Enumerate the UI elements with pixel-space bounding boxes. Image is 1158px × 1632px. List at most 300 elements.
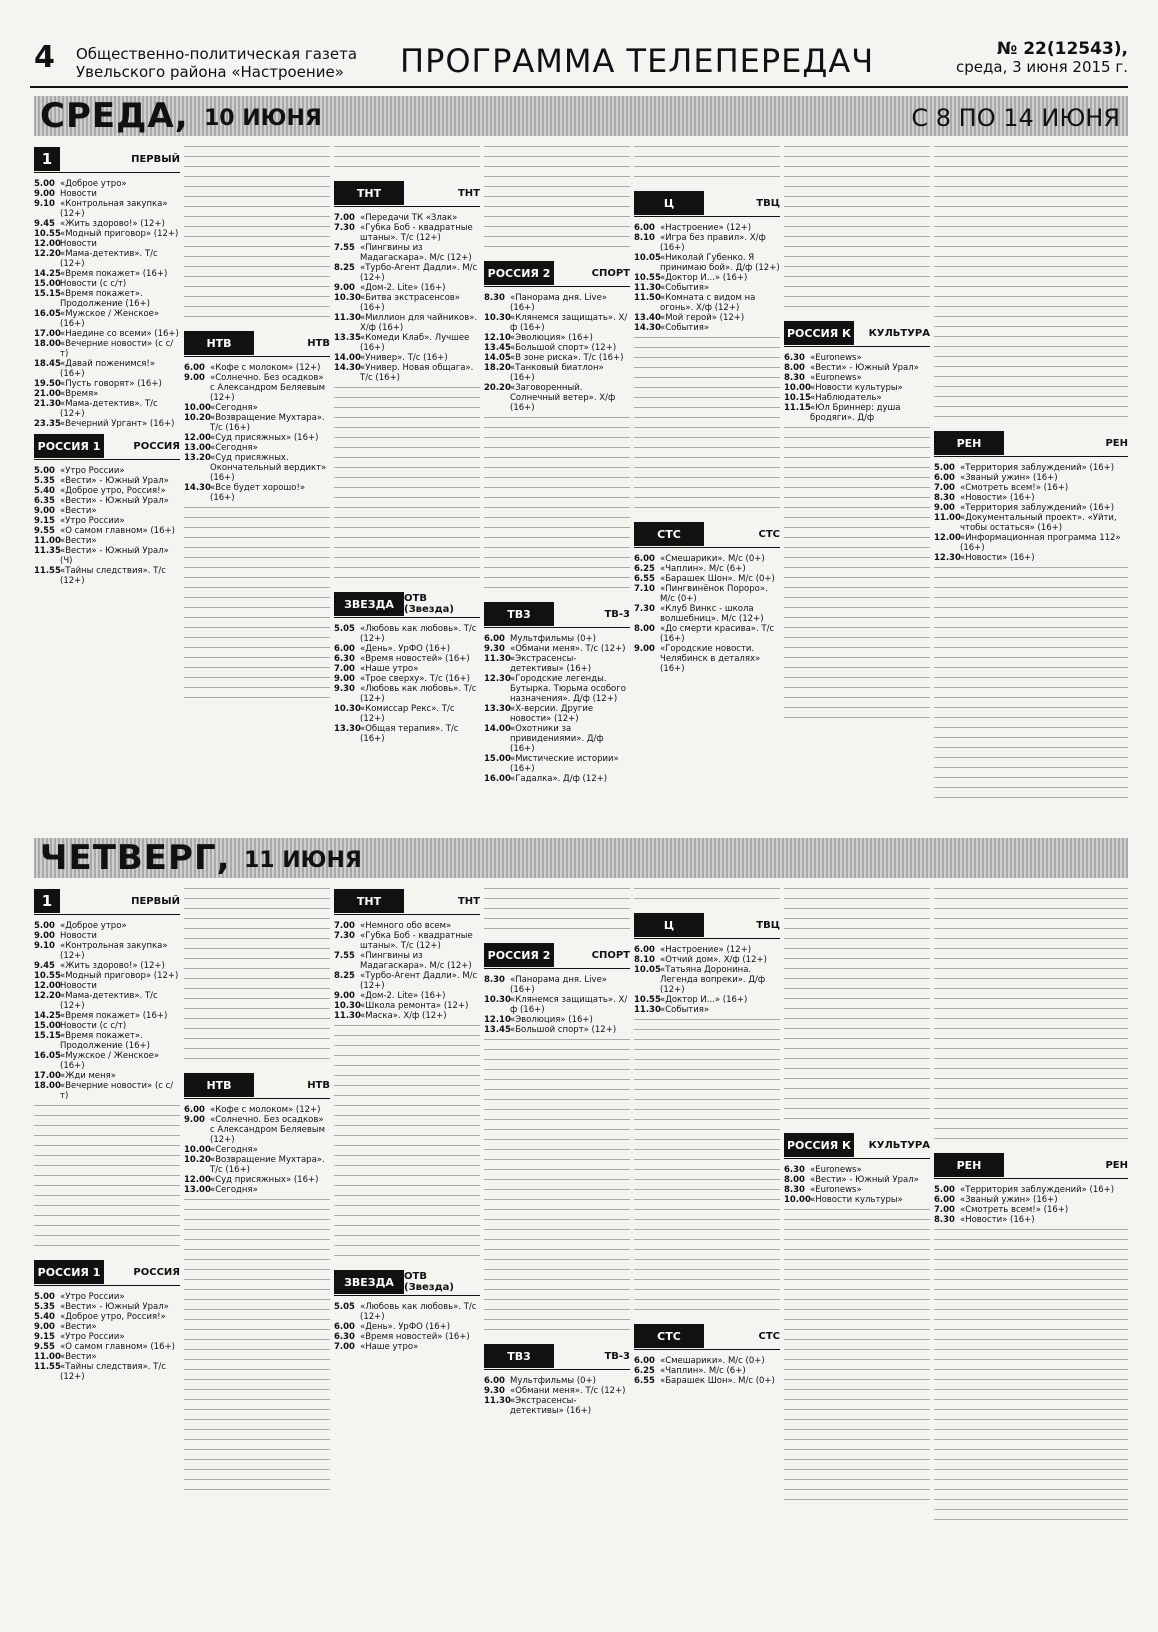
program-title: «Контрольная закупка» (12+) bbox=[60, 941, 168, 961]
program-time: 12.00 bbox=[934, 533, 961, 543]
program-time: 10.30 bbox=[334, 704, 361, 714]
program-entry bbox=[334, 1322, 480, 1332]
program-time: 21.00 bbox=[34, 389, 61, 399]
program-title: «Давай поженимся!» (16+) bbox=[60, 359, 156, 379]
program-time: 11.30 bbox=[634, 1005, 661, 1015]
program-title: «Большой спорт» (12+) bbox=[510, 343, 617, 353]
channel-header bbox=[334, 591, 480, 618]
channel-name: НТВ bbox=[307, 337, 330, 349]
program-entry bbox=[484, 995, 630, 1015]
program-list bbox=[334, 624, 480, 744]
program-title: «Игра без правил». Х/ф (16+) bbox=[660, 233, 766, 253]
program-title: «Смотреть всем!» (16+) bbox=[960, 483, 1069, 493]
program-title: «Комиссар Рекс». Т/с (12+) bbox=[360, 704, 455, 724]
channel-name: НТВ bbox=[307, 1079, 330, 1091]
program-entry bbox=[34, 1362, 180, 1382]
top-rule bbox=[30, 86, 1128, 88]
program-title: «Территория заблуждений» (16+) bbox=[960, 463, 1115, 473]
program-time: 10.20 bbox=[184, 1155, 211, 1165]
column-wed-4 bbox=[484, 142, 630, 832]
program-time: 6.30 bbox=[784, 353, 805, 363]
program-entry bbox=[484, 674, 630, 704]
program-time: 8.30 bbox=[934, 1215, 955, 1225]
program-title: Мультфильмы (0+) bbox=[510, 1376, 596, 1386]
program-entry bbox=[334, 991, 480, 1001]
program-time: 6.25 bbox=[634, 564, 655, 574]
program-title: «Общая терапия». Т/с (16+) bbox=[360, 724, 459, 744]
program-entry bbox=[334, 313, 480, 333]
program-title: «Кофе с молоком» (12+) bbox=[210, 363, 321, 373]
program-title: «Модный приговор» (12+) bbox=[60, 971, 179, 981]
program-entry bbox=[934, 1185, 1128, 1195]
program-time: 7.30 bbox=[334, 223, 355, 233]
program-time: 9.00 bbox=[34, 931, 55, 941]
channel-name: ТВЦ bbox=[756, 919, 780, 931]
program-title: «Время новостей» (16+) bbox=[360, 654, 470, 664]
program-time: 5.00 bbox=[34, 466, 55, 476]
channel-logo: Ц bbox=[634, 913, 704, 937]
program-title: «Мама-детектив». Т/с (12+) bbox=[60, 249, 158, 269]
program-entry bbox=[634, 1376, 780, 1386]
program-entry bbox=[184, 1145, 330, 1155]
program-entry bbox=[934, 493, 1128, 503]
program-list bbox=[34, 466, 180, 586]
program-title: «Смешарики». М/с (0+) bbox=[660, 1356, 765, 1366]
program-time: 14.25 bbox=[34, 269, 61, 279]
program-time: 5.40 bbox=[34, 486, 55, 496]
program-title: «Пусть говорят» (16+) bbox=[60, 379, 162, 389]
program-entry bbox=[484, 724, 630, 754]
program-entry bbox=[484, 774, 630, 784]
program-time: 15.00 bbox=[34, 1021, 61, 1031]
program-title: «Доктор И...» (16+) bbox=[660, 273, 748, 283]
program-time: 13.45 bbox=[484, 1025, 511, 1035]
program-time: 6.00 bbox=[484, 634, 505, 644]
channel-name: СТС bbox=[758, 1330, 780, 1342]
program-time: 15.15 bbox=[34, 1031, 61, 1041]
program-list bbox=[484, 1376, 630, 1416]
program-entry bbox=[784, 353, 930, 363]
program-title: «Наше утро» bbox=[360, 664, 419, 674]
listing-text-block bbox=[484, 146, 630, 256]
program-title: «Барашек Шон». М/с (0+) bbox=[660, 1376, 775, 1386]
program-title: «Наедине со всеми» (16+) bbox=[60, 329, 179, 339]
program-title: «Информационная программа 112» (16+) bbox=[960, 533, 1121, 553]
program-time: 9.00 bbox=[184, 1115, 205, 1125]
program-time: 6.30 bbox=[334, 654, 355, 664]
program-entry bbox=[334, 931, 480, 951]
program-time: 14.25 bbox=[34, 1011, 61, 1021]
program-entry bbox=[334, 1332, 480, 1342]
program-title: «Губка Боб - квадратные штаны». Т/с (12+) bbox=[360, 223, 473, 243]
program-time: 9.00 bbox=[634, 644, 655, 654]
program-title: «Доброе утро» bbox=[60, 179, 127, 189]
program-title: «Вести» - Южный Урал» bbox=[60, 476, 169, 486]
program-entry bbox=[934, 1215, 1128, 1225]
program-title: «Тайны следствия». Т/с (12+) bbox=[60, 566, 166, 586]
channel-header bbox=[634, 912, 780, 939]
program-time: 6.30 bbox=[784, 1165, 805, 1175]
program-time: 5.35 bbox=[34, 1302, 55, 1312]
program-entry bbox=[484, 313, 630, 333]
channel-name: ТВ-3 bbox=[604, 608, 630, 620]
program-entry bbox=[784, 1195, 930, 1205]
program-entry bbox=[34, 496, 180, 506]
program-title: «Танковый биатлон» (16+) bbox=[510, 363, 604, 383]
program-time: 9.00 bbox=[334, 991, 355, 1001]
program-entry bbox=[934, 503, 1128, 513]
program-list bbox=[484, 634, 630, 784]
program-title: «Комната с видом на огонь». Х/ф (12+) bbox=[660, 293, 756, 313]
day-banner-thursday bbox=[34, 838, 1128, 878]
column-thu-7 bbox=[934, 884, 1128, 1604]
program-entry bbox=[634, 945, 780, 955]
program-time: 5.00 bbox=[934, 1185, 955, 1195]
channel-name: ТНТ bbox=[457, 895, 480, 907]
program-entry bbox=[634, 253, 780, 273]
program-title: «Дом-2. Lite» (16+) bbox=[360, 991, 446, 1001]
program-title: «Новости культуры» bbox=[810, 1195, 903, 1205]
program-title: «Трое сверху». Т/с (16+) bbox=[360, 674, 470, 684]
program-time: 6.00 bbox=[184, 363, 205, 373]
program-entry bbox=[484, 975, 630, 995]
program-time: 14.00 bbox=[334, 353, 361, 363]
program-entry bbox=[634, 313, 780, 323]
channel-name: ОТВ (Звезда) bbox=[404, 593, 454, 615]
column-wed-5 bbox=[634, 142, 780, 832]
program-time: 9.30 bbox=[484, 1386, 505, 1396]
channel-header bbox=[484, 601, 630, 628]
program-entry bbox=[34, 486, 180, 496]
program-entry bbox=[334, 644, 480, 654]
listing-text-block bbox=[334, 387, 480, 587]
program-title: «Euronews» bbox=[810, 1165, 862, 1175]
program-entry bbox=[784, 1175, 930, 1185]
program-title: «События» bbox=[660, 1005, 710, 1015]
channel-header bbox=[634, 190, 780, 217]
program-list bbox=[634, 223, 780, 333]
program-list bbox=[784, 1165, 930, 1205]
program-entry bbox=[634, 323, 780, 333]
listing-text-block bbox=[934, 1229, 1128, 1529]
program-time: 6.00 bbox=[934, 1195, 955, 1205]
program-time: 9.55 bbox=[34, 526, 55, 536]
program-entry bbox=[634, 1005, 780, 1015]
program-title: «Доброе утро» bbox=[60, 921, 127, 931]
program-entry bbox=[484, 1386, 630, 1396]
program-time: 9.45 bbox=[34, 219, 55, 229]
program-title: «Утро России» bbox=[60, 516, 125, 526]
program-title: «Николай Губенко. Я принимаю бой». Д/ф (12+) bbox=[660, 253, 780, 273]
program-title: Новости bbox=[60, 189, 97, 199]
program-list bbox=[634, 945, 780, 1015]
program-entry bbox=[934, 463, 1128, 473]
program-time: 18.20 bbox=[484, 363, 511, 373]
program-entry bbox=[334, 684, 480, 704]
program-title: «Любовь как любовь». Т/с (12+) bbox=[360, 1302, 477, 1322]
program-entry bbox=[34, 339, 180, 359]
program-title: «Новости» (16+) bbox=[960, 493, 1035, 503]
program-entry bbox=[34, 1071, 180, 1081]
day-name: ЧЕТВЕРГ, bbox=[40, 838, 231, 878]
program-time: 7.55 bbox=[334, 243, 355, 253]
program-entry bbox=[334, 624, 480, 644]
program-list bbox=[184, 1105, 330, 1195]
program-entry bbox=[934, 483, 1128, 493]
program-time: 16.05 bbox=[34, 309, 61, 319]
program-entry bbox=[34, 1332, 180, 1342]
channel-name: СПОРТ bbox=[591, 267, 630, 279]
program-entry bbox=[184, 413, 330, 433]
column-thu-2 bbox=[184, 884, 330, 1604]
listing-text-block bbox=[784, 1209, 930, 1509]
channel-header bbox=[334, 180, 480, 207]
program-time: 5.05 bbox=[334, 1302, 355, 1312]
program-title: «Документальный проект». «Уйти, чтобы остаться» (16+) bbox=[960, 513, 1117, 533]
channel-header bbox=[184, 330, 330, 357]
program-entry bbox=[784, 363, 930, 373]
program-entry bbox=[184, 1175, 330, 1185]
program-title: «Пингвины из Мадагаскара». М/с (12+) bbox=[360, 951, 472, 971]
program-entry bbox=[484, 343, 630, 353]
program-entry bbox=[184, 1155, 330, 1175]
program-title: «Вести» bbox=[60, 506, 97, 516]
program-entry bbox=[484, 754, 630, 774]
program-list bbox=[334, 1302, 480, 1352]
program-time: 9.15 bbox=[34, 516, 55, 526]
channel-name: КУЛЬТУРА bbox=[868, 1139, 930, 1151]
program-title: «Модный приговор» (12+) bbox=[60, 229, 179, 239]
program-time: 10.55 bbox=[34, 229, 61, 239]
program-time: 12.30 bbox=[934, 553, 961, 563]
program-title: «Пингвинёнок Пороро». М/с (0+) bbox=[660, 584, 768, 604]
program-time: 11.00 bbox=[34, 1352, 61, 1362]
channel-logo: 1 bbox=[34, 889, 60, 913]
program-entry bbox=[34, 566, 180, 586]
program-time: 12.00 bbox=[34, 239, 61, 249]
program-entry bbox=[34, 506, 180, 516]
channel-logo: ТНТ bbox=[334, 889, 404, 913]
program-entry bbox=[334, 921, 480, 931]
program-entry bbox=[484, 293, 630, 313]
program-time: 13.30 bbox=[484, 704, 511, 714]
program-title: Новости (с с/т) bbox=[60, 279, 127, 289]
program-title: «Клянемся защищать». Х/ф (16+) bbox=[510, 995, 628, 1015]
program-entry bbox=[634, 293, 780, 313]
program-list bbox=[634, 1356, 780, 1386]
column-wed-3 bbox=[334, 142, 480, 832]
program-title: «Экстрасенсы-детективы» (16+) bbox=[510, 654, 592, 674]
channel-name: ОТВ (Звезда) bbox=[404, 1271, 454, 1293]
program-entry bbox=[634, 1356, 780, 1366]
program-time: 8.30 bbox=[784, 373, 805, 383]
program-title: «Новости» (16+) bbox=[960, 1215, 1035, 1225]
channel-name: ПЕРВЫЙ bbox=[131, 153, 180, 165]
listing-text-block bbox=[784, 427, 930, 727]
program-entry bbox=[634, 283, 780, 293]
program-title: «Время покажет». Продолжение (16+) bbox=[60, 1031, 150, 1051]
program-title: «Вечерний Ургант» (16+) bbox=[60, 419, 175, 429]
program-entry bbox=[484, 1025, 630, 1035]
program-list bbox=[784, 353, 930, 423]
program-time: 17.00 bbox=[34, 1071, 61, 1081]
program-time: 21.30 bbox=[34, 399, 61, 409]
listing-text-block bbox=[484, 888, 630, 938]
program-time: 18.00 bbox=[34, 1081, 61, 1091]
program-title: «Городские легенды. Бутырка. Тюрьма особого назначения». Д/ф (12+) bbox=[510, 674, 626, 704]
listing-text-block bbox=[934, 146, 1128, 426]
program-time: 6.35 bbox=[34, 496, 55, 506]
program-title: «Заговоренный. Солнечный ветер». Х/ф (16+) bbox=[510, 383, 616, 413]
program-time: 13.40 bbox=[634, 313, 661, 323]
program-title: «Жить здорово!» (12+) bbox=[60, 961, 165, 971]
masthead bbox=[0, 0, 1158, 92]
listing-text-block bbox=[334, 1025, 480, 1265]
program-entry bbox=[34, 476, 180, 486]
column-thu-6 bbox=[784, 884, 930, 1604]
program-time: 10.00 bbox=[184, 1145, 211, 1155]
program-time: 7.00 bbox=[934, 1205, 955, 1215]
program-title: «Кофе с молоком» (12+) bbox=[210, 1105, 321, 1115]
program-entry bbox=[484, 704, 630, 724]
program-title: «Суд присяжных» (16+) bbox=[210, 1175, 319, 1185]
program-title: «Утро России» bbox=[60, 1332, 125, 1342]
channel-name: ТВ-3 bbox=[604, 1350, 630, 1362]
program-time: 10.30 bbox=[484, 313, 511, 323]
program-title: «Эволюция» (16+) bbox=[510, 1015, 593, 1025]
program-time: 11.35 bbox=[34, 546, 61, 556]
program-title: «Обмани меня». Т/с (12+) bbox=[510, 1386, 626, 1396]
program-entry bbox=[184, 1185, 330, 1195]
program-entry bbox=[184, 1105, 330, 1115]
program-entry bbox=[34, 1322, 180, 1332]
program-title: «События» bbox=[660, 323, 710, 333]
program-entry bbox=[34, 941, 180, 961]
program-time: 9.00 bbox=[334, 674, 355, 684]
program-entry bbox=[634, 604, 780, 624]
channel-name: РОССИЯ bbox=[133, 440, 180, 452]
program-title: Новости (с с/т) bbox=[60, 1021, 127, 1031]
program-time: 6.55 bbox=[634, 574, 655, 584]
program-entry bbox=[784, 393, 930, 403]
program-entry bbox=[184, 453, 330, 483]
program-time: 7.00 bbox=[334, 1342, 355, 1352]
program-time: 9.15 bbox=[34, 1332, 55, 1342]
program-title: «Смотреть всем!» (16+) bbox=[960, 1205, 1069, 1215]
program-title: «Время покажет» (16+) bbox=[60, 269, 168, 279]
program-title: «Сегодня» bbox=[210, 443, 258, 453]
program-entry bbox=[634, 965, 780, 995]
program-entry bbox=[34, 1352, 180, 1362]
program-entry bbox=[34, 219, 180, 229]
program-entry bbox=[34, 961, 180, 971]
channel-logo: СТС bbox=[634, 1324, 704, 1348]
program-title: «Мой герой» (12+) bbox=[660, 313, 745, 323]
program-time: 7.00 bbox=[934, 483, 955, 493]
program-title: «Доброе утро, Россия!» bbox=[60, 486, 166, 496]
program-title: «Euronews» bbox=[810, 353, 862, 363]
program-title: «Euronews» bbox=[810, 1185, 862, 1195]
channel-header bbox=[784, 1132, 930, 1159]
program-title: «Все будет хорошо!» (16+) bbox=[210, 483, 306, 503]
program-time: 10.00 bbox=[784, 383, 811, 393]
program-entry bbox=[634, 574, 780, 584]
day-name: СРЕДА, bbox=[40, 96, 189, 136]
program-title: Новости bbox=[60, 239, 97, 249]
program-time: 13.00 bbox=[184, 443, 211, 453]
program-title: «Новости культуры» bbox=[810, 383, 903, 393]
program-title: «Вести» - Южный Урал» bbox=[60, 496, 169, 506]
program-time: 11.30 bbox=[484, 1396, 511, 1406]
program-time: 10.05 bbox=[634, 965, 661, 975]
program-time: 7.00 bbox=[334, 664, 355, 674]
program-entry bbox=[634, 223, 780, 233]
program-time: 7.30 bbox=[334, 931, 355, 941]
program-title: «Мистические истории» (16+) bbox=[510, 754, 619, 774]
program-entry bbox=[784, 1185, 930, 1195]
program-list bbox=[334, 213, 480, 383]
program-entry bbox=[184, 363, 330, 373]
program-title: «Турбо-Агент Дадли». М/с (12+) bbox=[360, 971, 478, 991]
program-entry bbox=[334, 971, 480, 991]
channel-name: РЕН bbox=[1105, 437, 1128, 449]
program-time: 12.30 bbox=[484, 674, 511, 684]
program-title: «Сегодня» bbox=[210, 1185, 258, 1195]
program-list bbox=[334, 921, 480, 1021]
program-entry bbox=[34, 419, 180, 429]
program-entry bbox=[934, 513, 1128, 533]
program-entry bbox=[334, 1011, 480, 1021]
program-entry bbox=[334, 724, 480, 744]
program-entry bbox=[484, 1015, 630, 1025]
program-entry bbox=[34, 981, 180, 991]
program-time: 5.40 bbox=[34, 1312, 55, 1322]
program-time: 12.20 bbox=[34, 991, 61, 1001]
program-title: «Школа ремонта» (12+) bbox=[360, 1001, 469, 1011]
program-entry bbox=[334, 353, 480, 363]
program-title: «Панорама дня. Live» (16+) bbox=[510, 975, 607, 995]
program-entry bbox=[34, 199, 180, 219]
program-title: «Немного обо всем» bbox=[360, 921, 452, 931]
program-time: 9.00 bbox=[34, 506, 55, 516]
program-entry bbox=[34, 516, 180, 526]
program-time: 15.15 bbox=[34, 289, 61, 299]
program-time: 8.00 bbox=[784, 363, 805, 373]
program-time: 15.00 bbox=[484, 754, 511, 764]
program-entry bbox=[34, 1312, 180, 1322]
program-time: 11.30 bbox=[484, 654, 511, 664]
program-title: «Экстрасенсы-детективы» (16+) bbox=[510, 1396, 592, 1416]
program-title: «Чаплин». М/с (6+) bbox=[660, 564, 746, 574]
channel-logo: Ц bbox=[634, 191, 704, 215]
program-time: 9.00 bbox=[334, 283, 355, 293]
program-entry bbox=[184, 403, 330, 413]
program-time: 6.00 bbox=[634, 1356, 655, 1366]
column-thu-1 bbox=[34, 884, 180, 1604]
program-time: 13.00 bbox=[184, 1185, 211, 1195]
program-title: «Дом-2. Lite» (16+) bbox=[360, 283, 446, 293]
program-list bbox=[484, 293, 630, 413]
program-entry bbox=[34, 289, 180, 309]
program-entry bbox=[484, 363, 630, 383]
program-time: 13.45 bbox=[484, 343, 511, 353]
program-time: 13.20 bbox=[184, 453, 211, 463]
program-time: 12.10 bbox=[484, 333, 511, 343]
program-time: 9.00 bbox=[34, 1322, 55, 1332]
program-time: 8.30 bbox=[484, 975, 505, 985]
program-entry bbox=[334, 1302, 480, 1322]
program-title: «Солнечно. Без осадков» с Александром Беляевым (12+) bbox=[210, 1115, 325, 1145]
